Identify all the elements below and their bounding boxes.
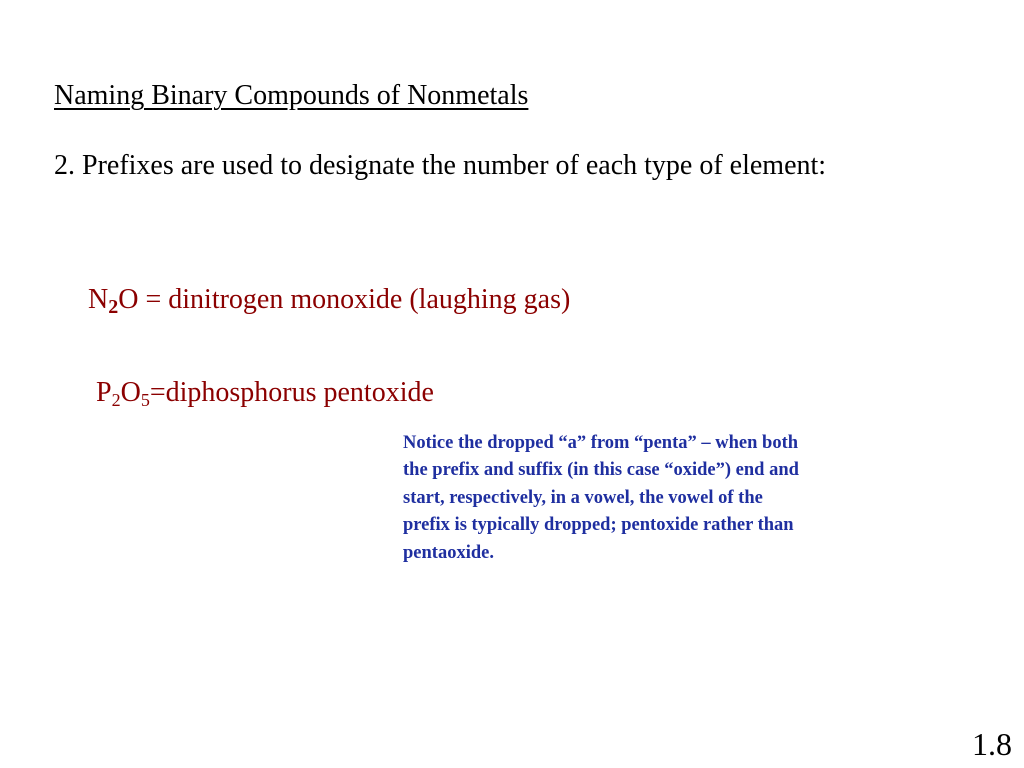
explanation-note: Notice the dropped “a” from “penta” – when both the prefix and suffix (in this case “oxide”) end and start, respectively, in a vowel, the vowel of the prefix is typically dropped; pentoxide rather than pentaoxide. bbox=[403, 433, 799, 563]
example-p2o5-name: =diphosphorus pentoxide bbox=[149, 377, 434, 408]
slide-title: Naming Binary Compounds of Nonmetals bbox=[54, 80, 529, 111]
body-text: 2. Prefixes are used to designate the number of each type of element: bbox=[54, 150, 827, 181]
formula-element-p: P bbox=[96, 377, 112, 408]
example-n2o bbox=[88, 284, 570, 316]
formula-subscript-p: 2 bbox=[111, 390, 121, 410]
example-n2o-name: = dinitrogen monoxide (laughing gas) bbox=[138, 284, 571, 315]
formula-element-n: N bbox=[88, 284, 109, 315]
formula-element-o: O bbox=[120, 377, 141, 408]
example-p2o5 bbox=[96, 377, 434, 409]
slide-number: 1.8 bbox=[972, 726, 1012, 762]
formula-subscript-n: 2 bbox=[108, 296, 119, 318]
formula-subscript-o: 5 bbox=[140, 390, 150, 410]
formula-element-o: O bbox=[118, 284, 139, 315]
